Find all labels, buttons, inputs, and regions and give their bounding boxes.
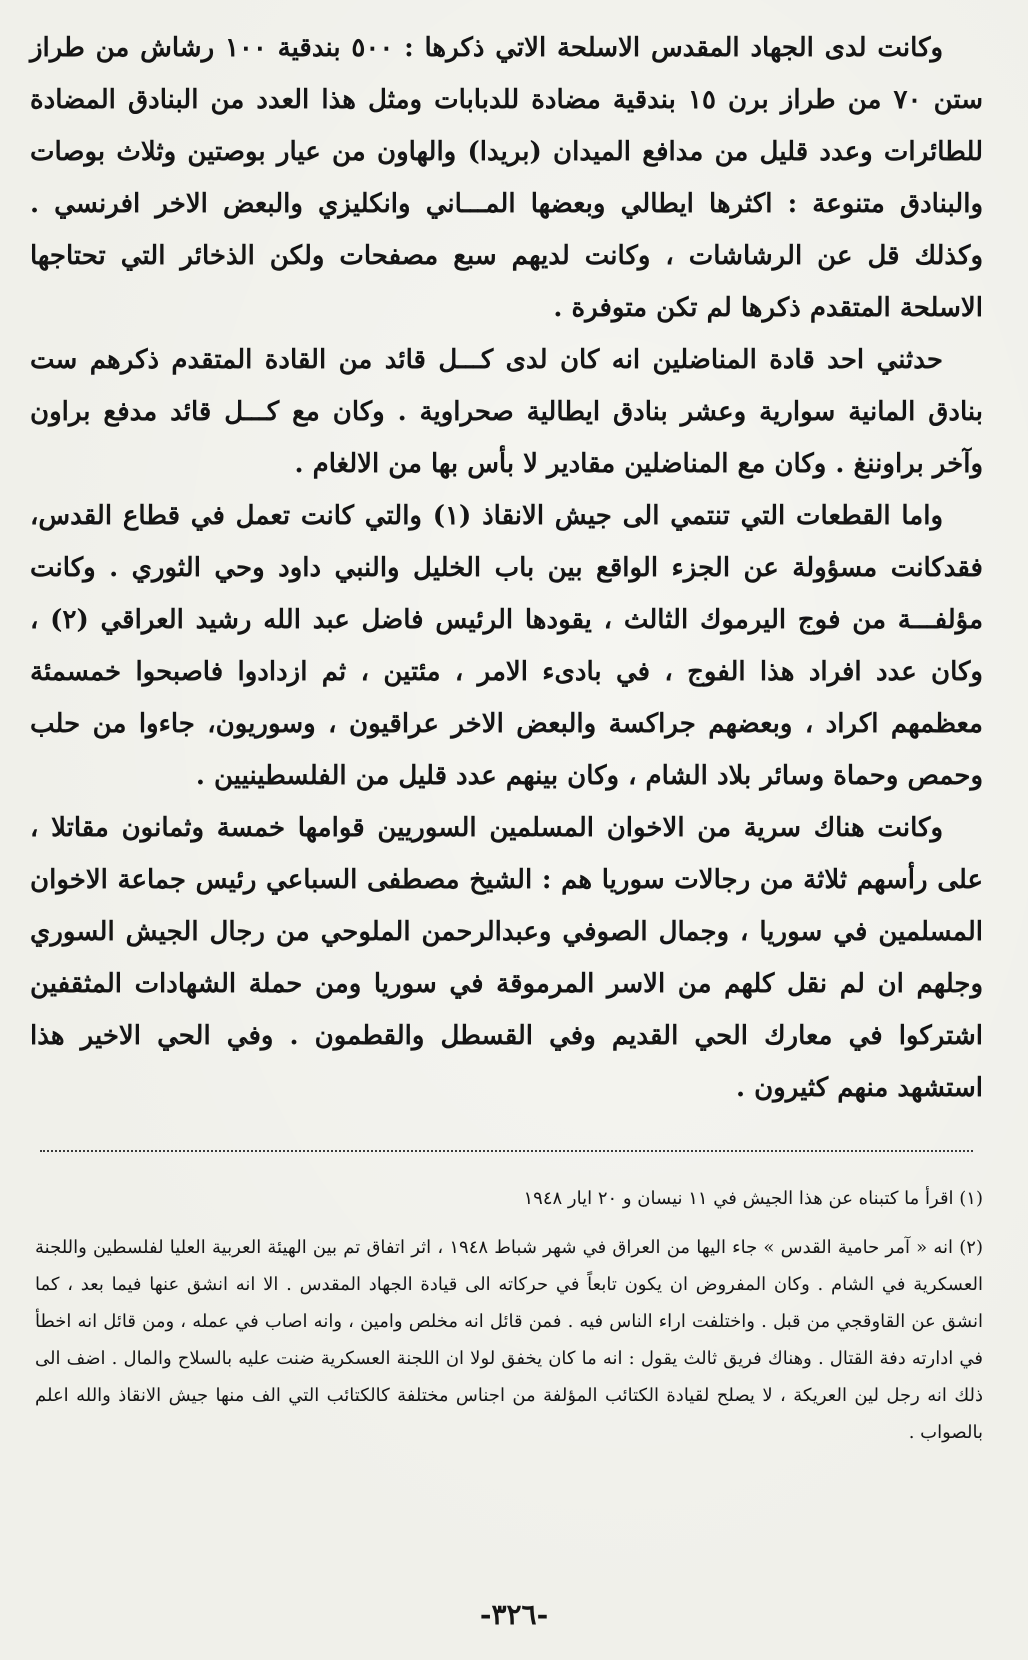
footnote-separator bbox=[40, 1150, 973, 1152]
footnote-1: (١) اقرأ ما كتبناه عن هذا الجيش في ١١ نيسان و ٢٠ ايار ١٩٤٨ bbox=[523, 1188, 983, 1209]
footnote-2: (٢) انه « آمر حامية القدس » جاء اليها من العراق في شهر شباط ١٩٤٨ ، اثر اتفاق تم بين الهيئة العربية العليا لفلسطين واللجنة العسكرية في الشام . وكان المفروض ان يكون تابعاً في حركاته الى قيادة الجهاد المقدس . الا انه انشق عنها فيما بعد ، كما انشق عن القاوقجي من قبل . واختلفت اراء الناس فيه . فمن قائل انه مخلص وامين ، وانه اصاب في عمله ، ومن قائل انه اخطأ في ادارته دفة القتال . وهناك فريق ثالث يقول : انه ما كان يخفق لولا ان اللجنة العسكرية ضنت عليه بالسلاح والمال . اضف الى ذلك انه رجل لين العريكة ، لا يصلح لقيادة الكتائب المؤلفة من اجناس مختلفة كالكتائب التي الف منها جيش الانقاذ والله اعلم بالصواب . bbox=[35, 1237, 983, 1443]
page-number: -٣٢٦- bbox=[479, 1598, 549, 1631]
main-text bbox=[30, 22, 983, 1114]
paragraph-commanders: حدثني احد قادة المناضلين انه كان لدى كـــل قائد من القادة المتقدم ذكرهم ست بنادق المانية سوارية وعشر بنادق ايطالية صحراوية . وكان مع كـــل قائد مدفع براون وآخر براوننغ . وكان مع المناضلين مقادير لا بأس بها من الالغام . bbox=[30, 345, 983, 479]
paragraph-muslim-brotherhood: وكانت هناك سرية من الاخوان المسلمين السوريين قوامها خمسة وثمانون مقاتلا ، على رأسهم ثلاثة من رجالات سوريا هم : الشيخ مصطفى السباعي رئيس جماعة الاخوان المسلمين في سوريا ، وجمال الصوفي وعبدالرحمن الملوحي من رجال الجيش السوري وجلهم ان لم نقل كلهم من الاسر المرموقة في سوريا ومن حملة الشهادات المثقفين اشتركوا في معارك الحي القديم وفي القسطل والقطمون . وفي الحي الاخير هذا استشهد منهم كثيرون . bbox=[30, 813, 983, 1103]
footnotes bbox=[35, 1180, 983, 1451]
paragraph-weapons: وكانت لدى الجهاد المقدس الاسلحة الاتي ذكرها : ٥٠٠ بندقية ١٠٠ رشاش من طراز ستن ٧٠ من طراز برن ١٥ بندقية مضادة للدبابات ومثل هذا العدد من البنادق المضادة للطائرات وعدد قليل من مدافع الميدان (بريدا) والهاون من عيار بوصتين وثلاث بوصات والبنادق متنوعة : اكثرها ايطالي وبعضها المـــاني وانكليزي والبعض الاخر افرنسي . وكذلك قل عن الرشاشات ، وكانت لديهم سبع مصفحات ولكن الذخائر التي تحتاجها الاسلحة المتقدم ذكرها لم تكن متوفرة . bbox=[30, 33, 983, 323]
paragraph-rescue-army: واما القطعات التي تنتمي الى جيش الانقاذ (١) والتي كانت تعمل في قطاع القدس، فقدكانت مسؤولة عن الجزء الواقع بين باب الخليل والنبي داود وحي الثوري . وكانت مؤلفـــة من فوج اليرموك الثالث ، يقودها الرئيس فاضل عبد الله رشيد العراقي (٢) ، وكان عدد افراد هذا الفوج ، في بادىء الامر ، مئتين ، ثم ازدادوا فاصبحوا خمسمئة معظمهم اكراد ، وبعضهم جراكسة والبعض الاخر عراقيون ، وسوريون، جاءوا من حلب وحمص وحماة وسائر بلاد الشام ، وكان بينهم عدد قليل من الفلسطينيين . bbox=[30, 501, 983, 791]
